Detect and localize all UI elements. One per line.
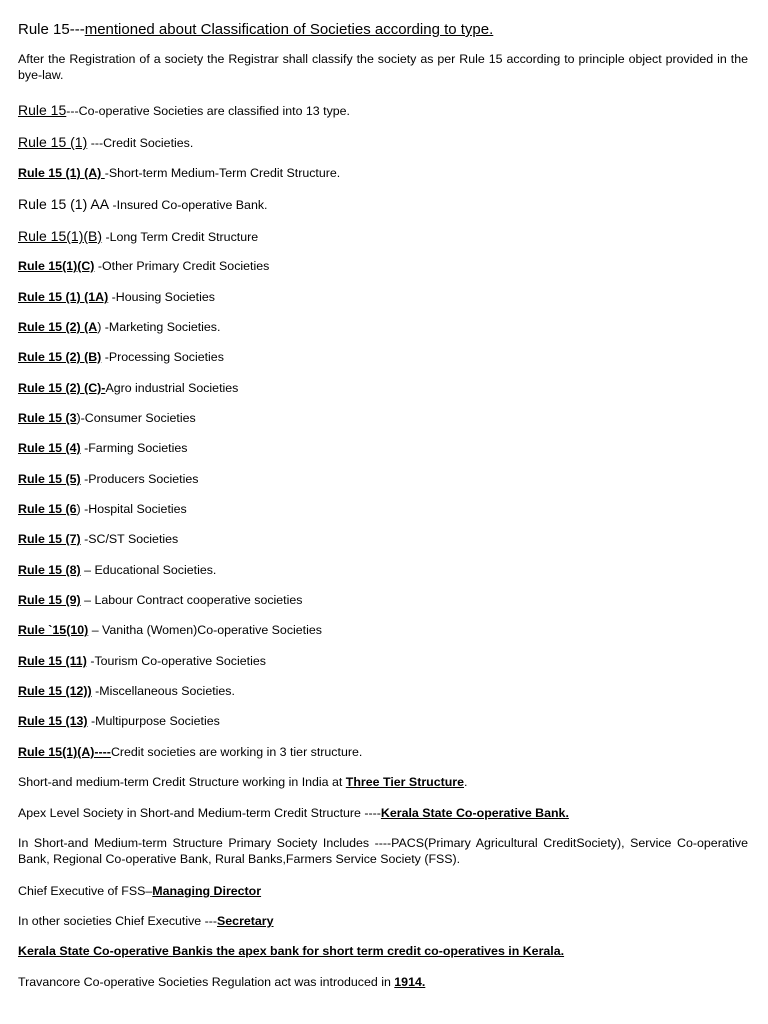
rule-label: Rule 15 (1) xyxy=(18,134,88,150)
fact-text: Apex Level Society in Short-and Medium-term Credit Structure ---- xyxy=(18,806,381,820)
rule-label: Rule 15(1)(C) xyxy=(18,259,95,273)
rule-text: ---Credit Societies. xyxy=(87,136,194,150)
rule-text: ) -Hospital Societies xyxy=(76,502,187,516)
fss-line xyxy=(18,883,748,899)
fact-text: Travancore Co-operative Societies Regulation act was introduced in xyxy=(18,975,395,989)
rule-label: Rule 15 (7) xyxy=(18,532,81,546)
rule-text: Agro industrial Societies xyxy=(105,381,239,395)
kscb-line xyxy=(18,943,748,959)
rule-text: -Farming Societies xyxy=(80,441,188,455)
title-prefix: Rule 15 xyxy=(18,21,70,38)
fact-emphasis: 1914. xyxy=(394,975,426,989)
rule-text: -Miscellaneous Societies. xyxy=(91,684,235,698)
rule-text: -Multipurpose Societies xyxy=(87,714,220,728)
fact-text: Short-and medium-term Credit Structure working in India at xyxy=(18,775,346,789)
fact-text: Chief Executive of FSS– xyxy=(18,884,153,898)
rule-label: Rule 15 (8) xyxy=(18,563,81,577)
rule-text: ---Co-operative Societies are classified into 13 type. xyxy=(66,104,351,118)
fact-emphasis: Three Tier Structure xyxy=(345,775,465,789)
rule-line xyxy=(18,349,748,365)
rule-line xyxy=(18,440,748,456)
rule-line xyxy=(18,683,748,699)
rule-text: -Housing Societies xyxy=(108,290,215,304)
rule-label: Rule 15 (5) xyxy=(18,472,81,486)
rule-line xyxy=(18,531,748,547)
rule-line xyxy=(18,501,748,517)
fact-text: In other societies Chief Executive --- xyxy=(18,914,218,928)
rule-label: Rule 15(1)(A)---- xyxy=(18,745,111,759)
rule-label: Rule 15 (4) xyxy=(18,441,81,455)
three-tier-line xyxy=(18,774,748,790)
rule-text: – Educational Societies. xyxy=(80,563,217,577)
rule-text: – Vanitha (Women)Co-operative Societies xyxy=(88,623,322,637)
rule-label: Rule 15 (11) xyxy=(18,654,87,668)
rule-text: -Tourism Co-operative Societies xyxy=(86,654,266,668)
rule-label: Rule 15 (1) (1A) xyxy=(18,290,109,304)
rule-label: Rule 15 xyxy=(18,102,67,118)
rule-text: – Labour Contract cooperative societies xyxy=(80,593,303,607)
rule-line xyxy=(18,562,748,578)
rule-text: -SC/ST Societies xyxy=(80,532,179,546)
apex-line xyxy=(18,805,748,821)
fact-text: . xyxy=(464,775,468,789)
rule-text: -Producers Societies xyxy=(80,472,199,486)
rule-label: Rule 15 (3 xyxy=(18,411,77,425)
other-societies-line xyxy=(18,913,748,929)
rule-text: )-Consumer Societies xyxy=(76,411,196,425)
rule-label: Rule 15 (9) xyxy=(18,593,81,607)
rule-line xyxy=(18,622,748,638)
rule-label: Rule 15 (6 xyxy=(18,502,77,516)
fact-emphasis: Kerala State Co-operative Bank. xyxy=(380,806,569,820)
rule-label: Rule 15 (1) AA xyxy=(18,196,110,212)
rule-label: Rule 15 (12)) xyxy=(18,684,92,698)
rule-line xyxy=(18,592,748,608)
rule-label: Rule 15 (13) xyxy=(18,714,88,728)
intro-paragraph: After the Registration of a society the Registrar shall classify the society as per Rule 15 according to principle object provided in the bye-law. xyxy=(18,52,748,82)
rule-label: Rule 15 (1) (A) xyxy=(18,166,105,180)
title-dashes: --- xyxy=(69,21,85,38)
rule-line xyxy=(18,410,748,426)
rule-line xyxy=(18,471,748,487)
rule-label: Rule `15(10) xyxy=(18,623,89,637)
rule-text: -Processing Societies xyxy=(101,350,224,364)
rule-line xyxy=(18,165,748,181)
rule-line xyxy=(18,653,748,669)
document-page xyxy=(18,18,748,989)
fact-emphasis: Managing Director xyxy=(152,884,262,898)
rule-line xyxy=(18,713,748,729)
rule-line xyxy=(18,196,748,213)
rule-label: Rule 15 (2) (B) xyxy=(18,350,102,364)
rule-text: -Long Term Credit Structure xyxy=(102,230,259,244)
rule-text: ) -Marketing Societies. xyxy=(97,320,221,334)
rule-text: -Other Primary Credit Societies xyxy=(94,259,270,273)
rule-line xyxy=(18,258,748,274)
rule-line xyxy=(18,744,748,760)
title-underlined: mentioned about Classification of Societies according to type. xyxy=(84,21,494,38)
rule-line xyxy=(18,134,748,151)
rule-label: Rule 15 (2) (A xyxy=(18,320,98,334)
page-title xyxy=(18,18,748,42)
primary-society-paragraph: In Short-and Medium-term Structure Primary Society Includes ----PACS(Primary Agricultural CreditSociety), Service Co-operative Bank, Regional Co-operative Bank, Rural Banks,Farmers Service Society (FSS). xyxy=(18,836,748,866)
fact-emphasis: Secretary xyxy=(217,914,274,928)
rule-line xyxy=(18,228,748,245)
rule-label: Rule 15(1)(B) xyxy=(18,228,103,244)
rule-text: -Insured Co-operative Bank. xyxy=(109,198,268,212)
rule-line xyxy=(18,102,748,119)
travancore-line xyxy=(18,974,748,990)
rule-line xyxy=(18,380,748,396)
rule-label: Rule 15 (2) (C)- xyxy=(18,381,106,395)
fact-emphasis: Kerala State Co-operative Bankis the apex bank for short term credit co-operatives in Kerala. xyxy=(18,944,565,958)
rule-text: -Short-term Medium-Term Credit Structure. xyxy=(104,166,341,180)
rule-text: Credit societies are working in 3 tier structure. xyxy=(110,745,363,759)
rule-line xyxy=(18,289,748,305)
rule-line xyxy=(18,319,748,335)
